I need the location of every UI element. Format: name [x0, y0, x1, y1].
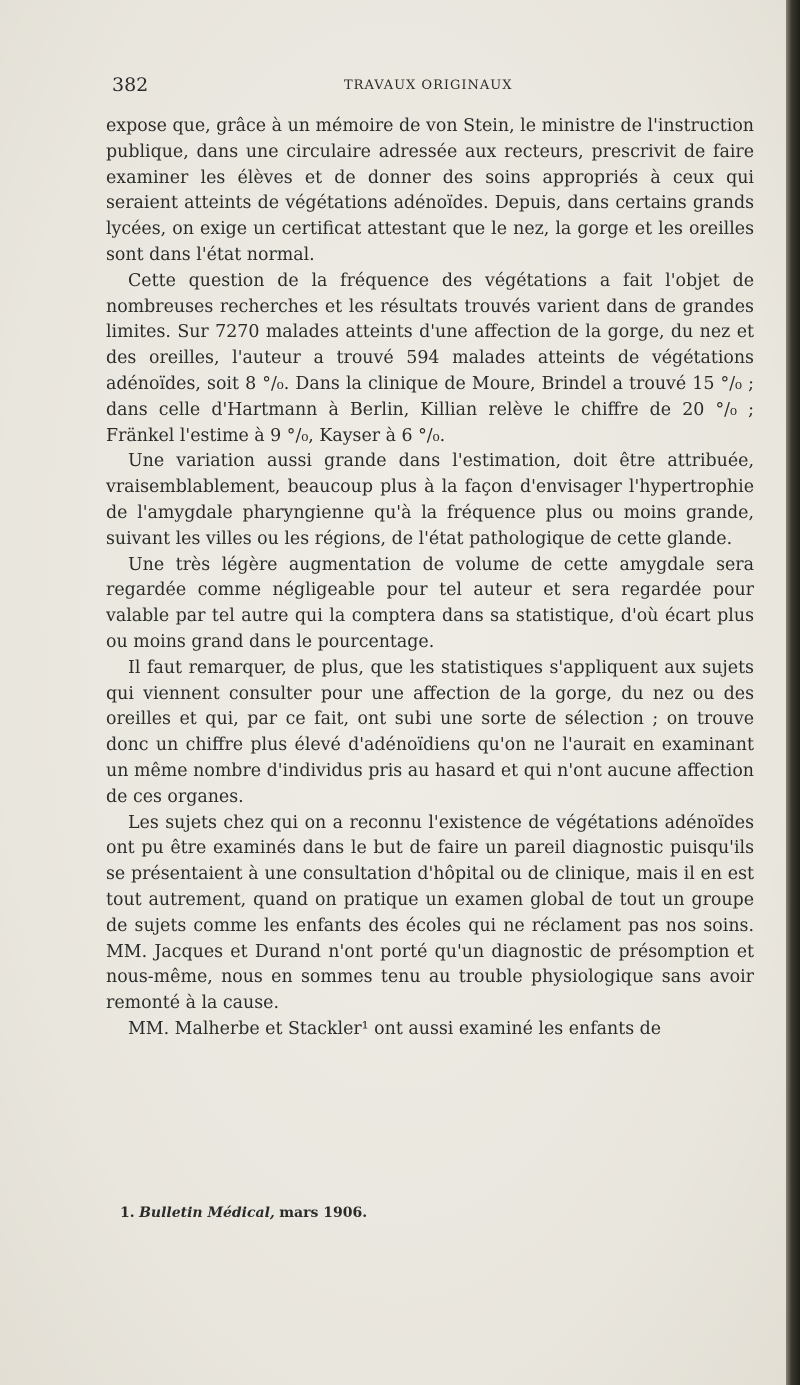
- footnote: [120, 1205, 720, 1221]
- footnote-source: Bulletin Médical,: [139, 1205, 275, 1221]
- paragraph-1: expose que, grâce à un mémoire de von Stein, le ministre de l'instruction publique, dans une circulaire adressée aux recteurs, prescrivit de faire examiner les élèves et de donner des soins appropriés à ceux qui seraient atteints de végétations adénoïdes. Depuis, dans certains grands lycées, on exige un certificat attestant que le nez, la gorge et les oreilles sont dans l'état normal.: [106, 116, 754, 265]
- paragraph-6: Les sujets chez qui on a reconnu l'existence de végétations adénoïdes ont pu être examinés dans le but de faire un pareil diagnostic puisqu'ils se présentaient à une consultation d'hôpital ou de clinique, mais il en est tout autrement, quand on pratique un examen global de tout un groupe de sujets comme les enfants des écoles qui ne réclament pas nos soins. MM. Jacques et Durand n'ont porté qu'un diagnostic de présomption et nous-même, nous en sommes tenu au trouble physiologique sans avoir remonté à la cause.: [106, 812, 754, 1014]
- book-spine-shadow: [786, 0, 800, 1385]
- paragraph-2: Cette question de la fréquence des végétations a fait l'objet de nombreuses recherches et les résultats trouvés varient dans de grandes limites. Sur 7270 malades atteints d'une affection de la gorge, du nez et des oreilles, l'auteur a trouvé 594 malades atteints de végétations adénoïdes, soit 8 °/₀. Dans la clinique de Moure, Brindel a trouvé 15 °/₀ ; dans celle d'Hartmann à Berlin, Killian relève le chiffre de 20 °/₀ ; Fränkel l'estime à 9 °/₀, Kayser à 6 °/₀.: [106, 270, 754, 446]
- paragraph-4: Une très légère augmentation de volume de cette amygdale sera regardée comme négligeable pour tel auteur et sera regardée pour valable par tel autre qui la comptera dans sa statistique, d'où écart plus ou moins grand dans le pourcentage.: [106, 554, 754, 652]
- paragraph-5: Il faut remarquer, de plus, que les statistiques s'appliquent aux sujets qui viennent consulter pour une affection de la gorge, du nez ou des oreilles et qui, par ce fait, ont subi une sorte de sélection ; on trouve donc un chiffre plus élevé d'adénoïdiens qu'on ne l'aurait en examinant un même nombre d'individus pris au hasard et qui n'ont aucune affection de ces organes.: [106, 657, 754, 807]
- footnote-date: mars 1906.: [279, 1205, 368, 1221]
- body-text: [106, 114, 754, 1043]
- page-header: [112, 70, 752, 100]
- paragraph-3: Une variation aussi grande dans l'estimation, doit être attribuée, vraisemblablement, beaucoup plus à la façon d'envisager l'hypertrophie de l'amygdale pharyngienne qu'à la fréquence plus ou moins grande, suivant les villes ou les régions, de l'état pathologique de cette glande.: [106, 451, 754, 549]
- page-number: 382: [112, 74, 149, 96]
- running-head: TRAVAUX ORIGINAUX: [344, 78, 513, 93]
- footnote-number: 1.: [120, 1205, 135, 1221]
- paragraph-7: MM. Malherbe et Stackler¹ ont aussi examiné les enfants de: [128, 1018, 662, 1039]
